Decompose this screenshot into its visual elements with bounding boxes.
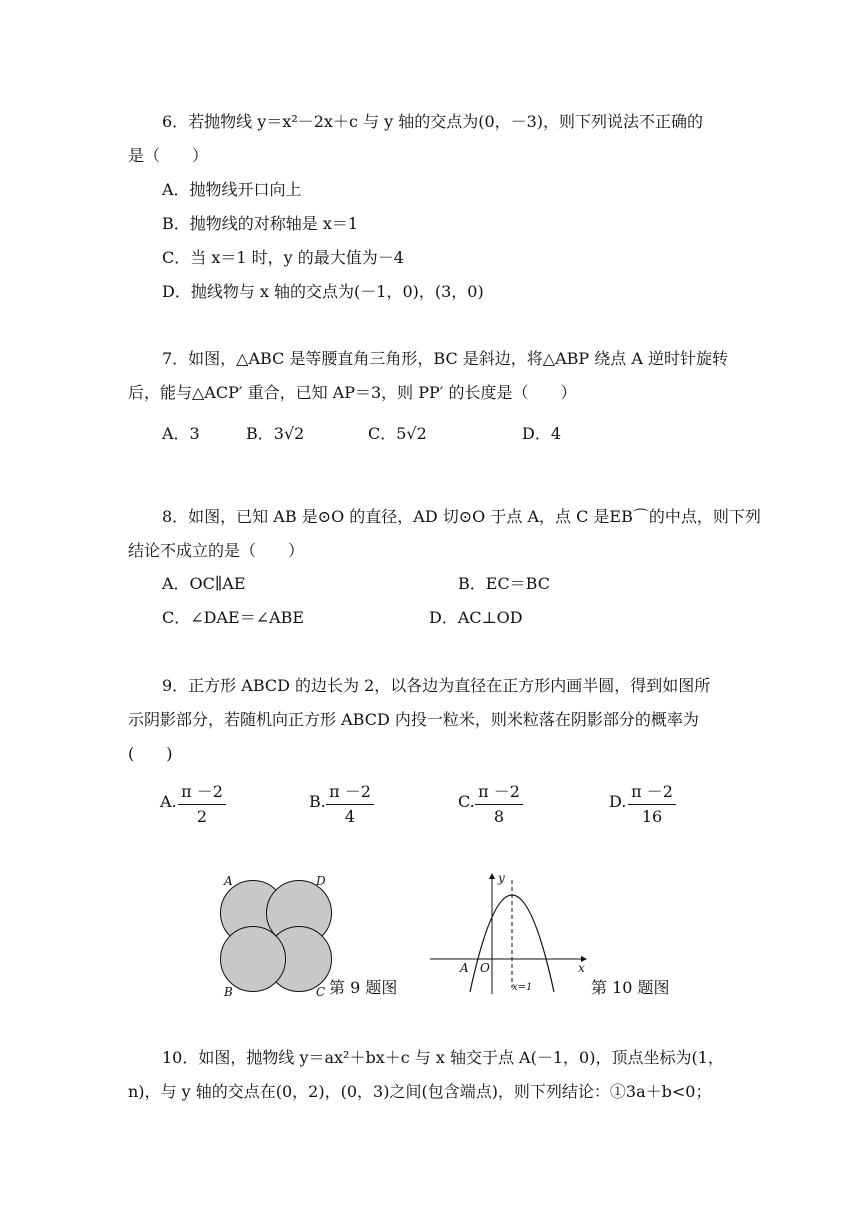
q8-option-d: D．AC⊥OD: [429, 608, 523, 627]
q9-option-c-fraction: [475, 782, 523, 827]
q6-option-d: D．抛线物与 x 轴的交点为(－1，0)，(3，0): [162, 282, 484, 301]
q8-stem-line1: 8．如图，已知 AB 是⊙O 的直径，AD 切⊙O 于点 A，点 C 是EB⌒的中点，则下列: [162, 507, 761, 526]
fig9-label-a: A: [224, 874, 233, 888]
figure-10: [428, 868, 598, 998]
q8-option-a: A．OC∥AE: [162, 574, 246, 593]
q9-option-c-label: C.: [458, 792, 475, 811]
fig9-caption: 第 9 题图: [329, 978, 398, 997]
q10-stem-line1: 10．如图，抛物线 y＝ax²＋bx＋c 与 x 轴交于点 A(－1，0)，顶点坐标为(1，: [162, 1048, 724, 1067]
q8-option-b: B．EC＝BC: [458, 574, 550, 593]
q6-stem-line2: 是（ ）: [128, 146, 209, 165]
q9-option-c-denominator: 8: [493, 807, 505, 826]
q9-stem-line3: ( ): [128, 744, 173, 763]
q9-option-d-label: D.: [609, 792, 627, 811]
fig10-label-x: x: [578, 961, 585, 975]
q9-option-a-label: A.: [160, 792, 177, 811]
q8-stem-line2: 结论不成立的是（ ）: [128, 541, 305, 560]
q9-option-d-denominator: 16: [641, 807, 663, 826]
q7-stem-line1: 7．如图，△ABC 是等腰直角三角形，BC 是斜边，将△ABP 绕点 A 逆时针旋转: [162, 349, 729, 368]
q9-option-b-denominator: 4: [344, 807, 356, 826]
q6-stem-line1: 6．若抛物线 y＝x²－2x＋c 与 y 轴的交点为(0，－3)，则下列说法不正确的: [162, 112, 704, 131]
q9-option-a-fraction: [178, 782, 226, 827]
fig10-label-axis: x=1: [512, 982, 533, 993]
fig10-caption: 第 10 题图: [591, 978, 670, 997]
q8-option-c: C．∠DAE＝∠ABE: [162, 608, 305, 627]
q6-option-b: B．抛物线的对称轴是 x＝1: [162, 214, 359, 233]
fig9-label-b: B: [224, 985, 233, 999]
q6-option-c: C．当 x＝1 时，y 的最大值为－4: [162, 248, 404, 267]
q9-option-b-fraction: [326, 782, 374, 827]
q9-stem-line1: 9．正方形 ABCD 的边长为 2，以各边为直径在正方形内画半圆，得到如图所: [162, 676, 711, 695]
fraction-bar: [178, 804, 226, 805]
fig9-label-d: D: [316, 874, 326, 888]
fraction-bar: [326, 804, 374, 805]
q7-option-b: B．3√2: [246, 424, 305, 443]
q9-option-b-numerator: π －2: [329, 782, 371, 801]
fraction-bar: [628, 804, 676, 805]
q10-stem-line2: n)，与 y 轴的交点在(0，2)，(0，3)之间(包含端点)，则下列结论：①3a＋b<0；: [128, 1082, 712, 1101]
q7-option-d: D．4: [522, 424, 562, 443]
petal-bottom-left: [220, 926, 285, 991]
q9-option-a-denominator: 2: [196, 807, 208, 826]
figure-9: [222, 872, 332, 1002]
q9-option-d-fraction: [628, 782, 676, 827]
q6-option-a: A．抛物线开口向上: [162, 180, 302, 199]
q9-option-d-numerator: π －2: [631, 782, 673, 801]
q9-option-b-label: B.: [309, 792, 326, 811]
q7-option-a: A．3: [162, 424, 200, 443]
fig10-label-y: y: [498, 871, 505, 885]
fraction-bar: [475, 804, 523, 805]
fig10-label-a: A: [460, 961, 469, 975]
q7-option-c: C．5√2: [368, 424, 427, 443]
q7-stem-line2: 后，能与△ACP′ 重合，已知 AP＝3，则 PP′ 的长度是（ ）: [128, 383, 577, 402]
q9-option-a-numerator: π －2: [181, 782, 223, 801]
q9-stem-line2: 示阴影部分，若随机向正方形 ABCD 内投一粒米，则米粒落在阴影部分的概率为: [128, 710, 699, 729]
fig9-label-c: C: [316, 985, 326, 999]
fig10-label-o: O: [480, 961, 490, 975]
q9-option-c-numerator: π －2: [478, 782, 520, 801]
